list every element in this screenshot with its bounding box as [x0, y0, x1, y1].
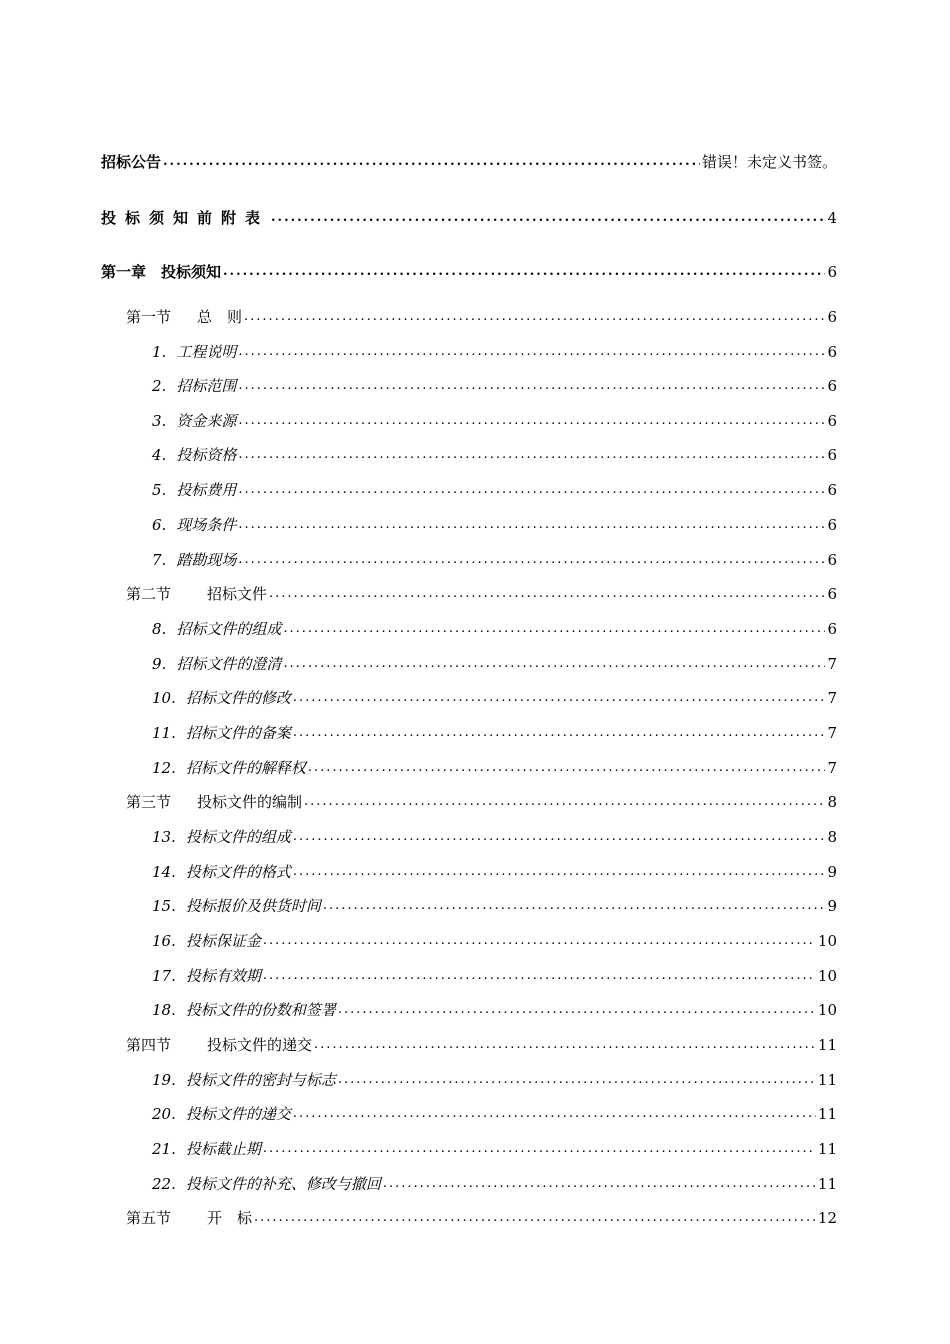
toc-entry[interactable]: [0, 927, 950, 951]
toc-section-title: 招标文件: [207, 585, 268, 603]
toc-page-number: 8: [827, 828, 837, 846]
toc-leader-dots: [293, 723, 826, 743]
toc-page-number: 8: [827, 793, 837, 811]
toc-section-label: 第五节: [126, 1209, 172, 1227]
toc-entry-title: [152, 896, 321, 916]
toc-item-title: 工程说明: [176, 343, 237, 361]
toc-section-label: 第二节: [126, 585, 172, 603]
toc-item-title: 投标报价及供货时间: [185, 897, 321, 915]
toc-item-title: 招标文件的备案: [185, 724, 291, 742]
toc-entry[interactable]: [0, 1135, 950, 1159]
toc-item-number: 3.: [152, 412, 167, 430]
toc-page-number: 6: [827, 446, 837, 464]
toc-entry[interactable]: [0, 511, 950, 535]
toc-item-title: 投标保证金: [185, 932, 261, 950]
toc-entry-title: [126, 792, 302, 812]
toc-leader-dots: [293, 1104, 816, 1124]
toc-page-number: 6: [827, 377, 837, 395]
toc-leader-dots: [263, 1139, 816, 1159]
toc-leader-dots: [314, 1035, 816, 1055]
toc-leader-dots: [383, 1174, 816, 1194]
toc-entry[interactable]: [0, 962, 950, 986]
toc-entry[interactable]: [0, 996, 950, 1020]
toc-leader-dots: [338, 1070, 816, 1090]
toc-leader-dots: [293, 862, 826, 882]
toc-item-number: 7.: [152, 551, 167, 569]
toc-entry[interactable]: [0, 258, 950, 282]
toc-page-number: 6: [827, 412, 837, 430]
toc-entry[interactable]: [0, 476, 950, 500]
toc-leader-dots: [293, 688, 826, 708]
toc-entry[interactable]: [0, 684, 950, 708]
toc-section-title: 投标文件的编制: [197, 793, 303, 811]
toc-entry[interactable]: [0, 1204, 950, 1228]
toc-item-number: 9.: [152, 655, 167, 673]
toc-page-number: 11: [817, 1071, 837, 1089]
toc-item-title: 投标文件的递交: [185, 1105, 291, 1123]
toc-entry[interactable]: [0, 892, 950, 916]
toc-entry[interactable]: [0, 441, 950, 465]
toc-page-number: 7: [827, 759, 837, 777]
toc-chapter-title: 招标公告: [101, 153, 162, 171]
toc-item-title: 投标文件的密封与标志: [185, 1071, 336, 1089]
toc-leader-dots: [308, 758, 826, 778]
toc-entry-title: [126, 307, 242, 327]
toc-page-number: 11: [817, 1036, 837, 1054]
toc-entry-title: [152, 342, 236, 362]
toc-entry-title: [152, 723, 291, 743]
toc-page-number: 7: [827, 724, 837, 742]
toc-leader-dots: [238, 550, 825, 570]
toc-entry[interactable]: [0, 1066, 950, 1090]
toc-page-number: 6: [827, 585, 837, 603]
toc-entry-title: [101, 152, 161, 172]
toc-entry-title: [152, 619, 281, 639]
toc-leader-dots: [238, 342, 825, 362]
toc-entry-title: [152, 862, 291, 882]
toc-leader-dots: [323, 896, 826, 916]
toc-page-number: 10: [817, 967, 837, 985]
toc-item-title: 投标文件的份数和签署: [185, 1001, 336, 1019]
toc-entry-title: [152, 1000, 336, 1020]
toc-entry[interactable]: [0, 650, 950, 674]
toc-entry-title: [152, 654, 281, 674]
toc-entry-title: [152, 827, 291, 847]
toc-entry[interactable]: [0, 148, 950, 172]
toc-entry-title: [152, 411, 236, 431]
toc-entry[interactable]: [0, 1100, 950, 1124]
toc-section-label: 第三节: [126, 793, 172, 811]
toc-item-number: 6.: [152, 516, 167, 534]
toc-page-number: 12: [817, 1209, 837, 1227]
toc-leader-dots: [238, 515, 825, 535]
toc-item-number: 19.: [152, 1071, 176, 1089]
toc-leader-dots: [283, 619, 825, 639]
toc-item-title: 招标文件的澄清: [176, 655, 282, 673]
toc-leader-dots: [293, 827, 826, 847]
toc-entry-title: [152, 1104, 291, 1124]
toc-leader-dots: [223, 262, 825, 282]
toc-item-title: 资金来源: [176, 412, 237, 430]
toc-section-label: 第一节: [126, 308, 172, 326]
toc-page-number: 错误！未定义书签。: [701, 153, 837, 171]
toc-page-number: 6: [827, 516, 837, 534]
toc-item-number: 14.: [152, 863, 176, 881]
toc-page-number: 6: [827, 308, 837, 326]
toc-item-title: 现场条件: [176, 516, 237, 534]
toc-entry[interactable]: [0, 407, 950, 431]
toc-page-number: 11: [817, 1105, 837, 1123]
toc-item-title: 投标有效期: [185, 967, 261, 985]
toc-item-number: 15.: [152, 897, 176, 915]
toc-entry[interactable]: [0, 546, 950, 570]
toc-section-title: 投标文件的递交: [207, 1036, 313, 1054]
toc-page-number: 7: [827, 689, 837, 707]
toc-item-number: 18.: [152, 1001, 176, 1019]
toc-leader-dots: [263, 966, 816, 986]
toc-page-number: 6: [827, 481, 837, 499]
toc-page-number: 11: [817, 1175, 837, 1193]
toc-section-title: 总 则: [197, 308, 243, 326]
toc-entry[interactable]: [0, 754, 950, 778]
toc-entry[interactable]: [0, 1170, 950, 1194]
toc-entry[interactable]: [0, 303, 950, 327]
toc-page-number: 9: [827, 897, 837, 915]
toc-entry-title: [152, 550, 236, 570]
toc-entry[interactable]: [0, 580, 950, 604]
toc-page-number: 9: [827, 863, 837, 881]
toc-leader-dots: [238, 411, 825, 431]
toc-leader-dots: [338, 1000, 816, 1020]
toc-entry-title: [126, 1208, 252, 1228]
toc-page-number: 6: [827, 620, 837, 638]
toc-item-number: 4.: [152, 446, 167, 464]
toc-item-number: 1.: [152, 343, 167, 361]
toc-entry[interactable]: [0, 1031, 950, 1055]
toc-leader-dots: [269, 584, 825, 604]
toc-item-number: 13.: [152, 828, 176, 846]
toc-entry-title: [152, 515, 236, 535]
toc-item-number: 12.: [152, 759, 176, 777]
toc-item-title: 招标范围: [176, 377, 237, 395]
toc-item-number: 10.: [152, 689, 176, 707]
toc-page-number: 6: [827, 343, 837, 361]
toc-entry-title: [152, 758, 306, 778]
toc-item-number: 17.: [152, 967, 176, 985]
toc-page-number: 6: [827, 263, 837, 281]
toc-section-label: 第四节: [126, 1036, 172, 1054]
toc-leader-dots: [304, 792, 825, 812]
toc-leader-dots: [244, 307, 825, 327]
toc-leader-dots: [263, 931, 816, 951]
toc-item-title: 投标文件的补充、修改与撤回: [185, 1175, 381, 1193]
toc-leader-dots: [271, 208, 825, 228]
toc-entry[interactable]: [0, 858, 950, 882]
toc-item-title: 投标截止期: [185, 1140, 261, 1158]
toc-entry-title: [126, 1035, 312, 1055]
toc-leader-dots: [254, 1208, 816, 1228]
toc-entry[interactable]: [0, 615, 950, 639]
toc-item-number: 2.: [152, 377, 167, 395]
toc-leader-dots: [238, 376, 825, 396]
toc-entry-title: [152, 445, 236, 465]
toc-item-number: 5.: [152, 481, 167, 499]
toc-page-number: 10: [817, 932, 837, 950]
toc-item-title: 投标费用: [176, 481, 237, 499]
toc-item-number: 22.: [152, 1175, 176, 1193]
toc-item-number: 21.: [152, 1140, 176, 1158]
toc-page-number: 6: [827, 551, 837, 569]
toc-entry-title: [101, 208, 269, 228]
toc-item-title: 投标文件的组成: [185, 828, 291, 846]
toc-entry-title: [152, 1139, 261, 1159]
toc-entry[interactable]: [0, 788, 950, 812]
toc-entry[interactable]: [0, 204, 950, 228]
toc-leader-dots: [238, 480, 825, 500]
toc-item-title: 招标文件的解释权: [185, 759, 306, 777]
toc-entry[interactable]: [0, 823, 950, 847]
toc-section-title: 开 标: [207, 1209, 253, 1227]
toc-entry[interactable]: [0, 338, 950, 362]
toc-leader-dots: [163, 152, 700, 172]
toc-page-number: 10: [817, 1001, 837, 1019]
toc-item-number: 8.: [152, 620, 167, 638]
toc-chapter-title: 第一章 投标须知: [101, 263, 222, 281]
toc-item-number: 11.: [152, 724, 176, 742]
toc-item-title: 招标文件的组成: [176, 620, 282, 638]
toc-entry[interactable]: [0, 719, 950, 743]
toc-item-title: 投标文件的格式: [185, 863, 291, 881]
toc-item-title: 招标文件的修改: [185, 689, 291, 707]
toc-page-number: 7: [827, 655, 837, 673]
toc-leader-dots: [283, 654, 825, 674]
toc-item-number: 16.: [152, 932, 176, 950]
toc-entry-title: [152, 931, 261, 951]
toc-page-number: 4: [827, 209, 837, 227]
toc-item-title: 投标资格: [176, 446, 237, 464]
toc-entry[interactable]: [0, 372, 950, 396]
toc-entry-title: [126, 584, 267, 604]
toc-entry-title: [152, 688, 291, 708]
toc-entry-title: [101, 262, 221, 282]
toc-page-number: 11: [817, 1140, 837, 1158]
toc-entry-title: [152, 1174, 381, 1194]
toc-entry-title: [152, 966, 261, 986]
toc-entry-title: [152, 480, 236, 500]
toc-entry-title: [152, 1070, 336, 1090]
toc-entry-title: [152, 376, 236, 396]
toc-item-number: 20.: [152, 1105, 176, 1123]
toc-chapter-title: 投标须知前附表: [101, 209, 270, 227]
toc-item-title: 踏勘现场: [176, 551, 237, 569]
toc-leader-dots: [238, 445, 825, 465]
